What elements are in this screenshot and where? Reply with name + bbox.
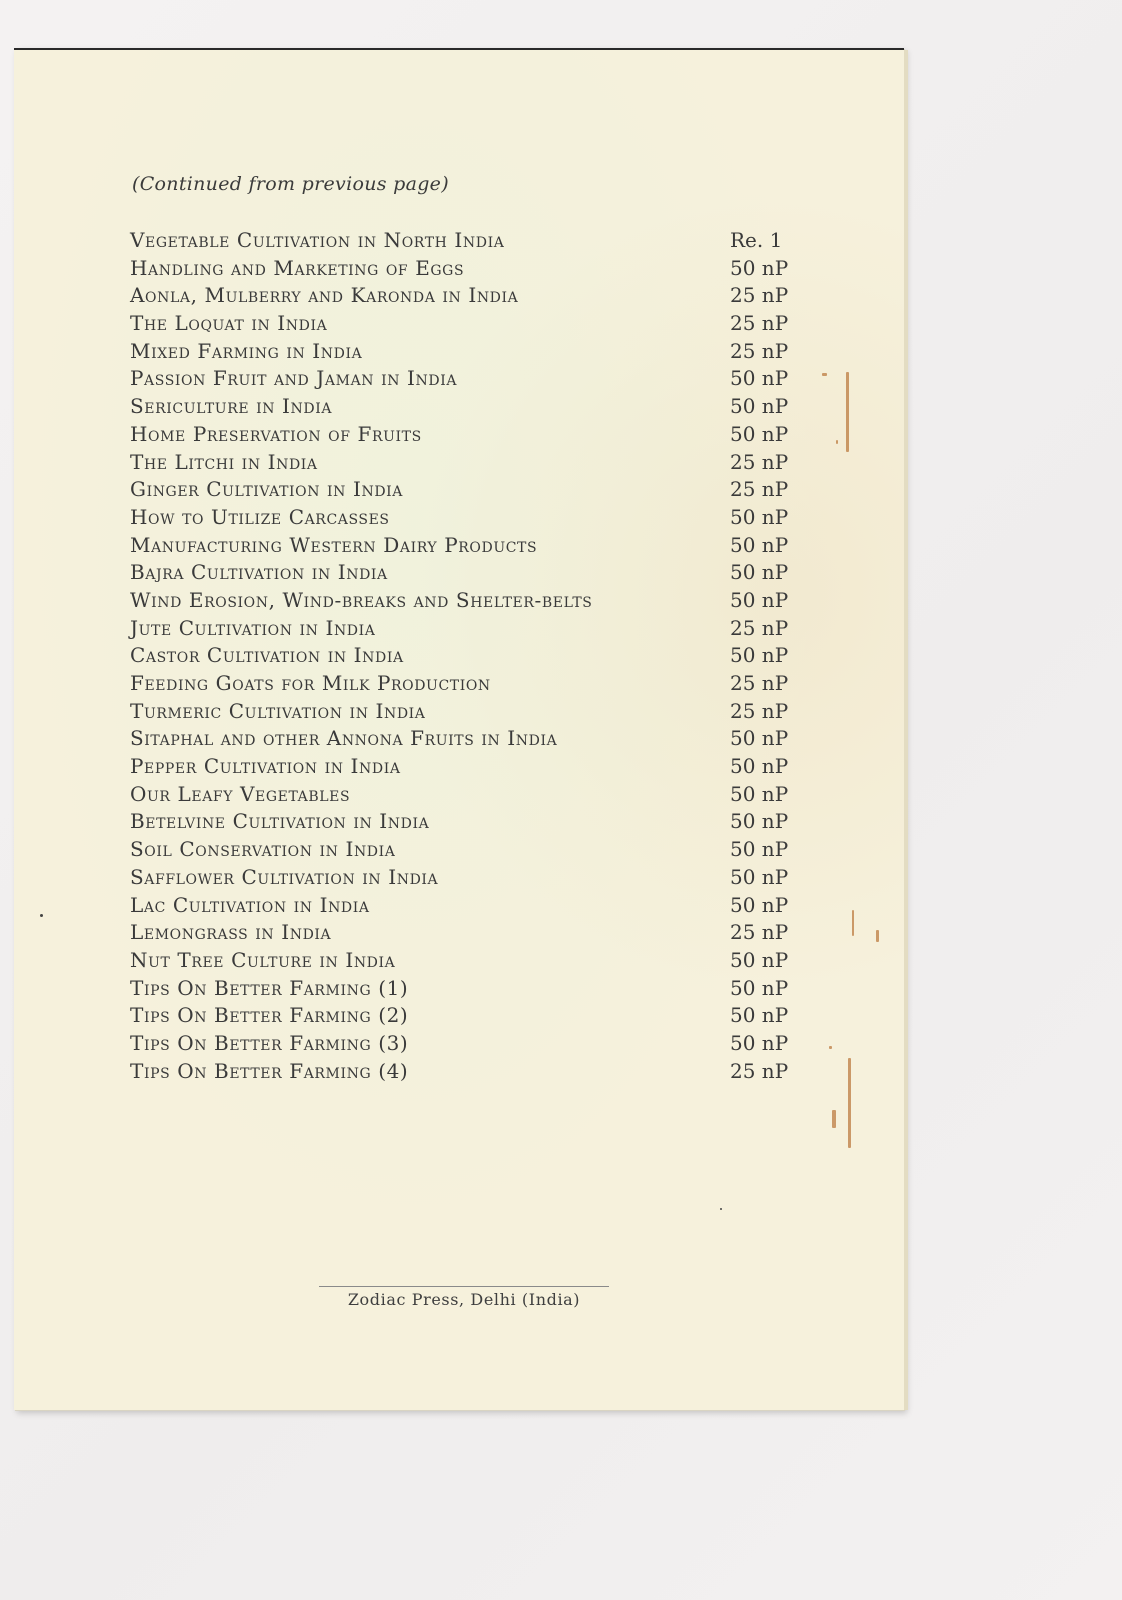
book-row [130,504,810,532]
rust-stain [846,372,849,452]
book-row [130,919,810,947]
book-price: 25 nP [730,615,789,640]
book-row [130,698,810,726]
book-row [130,365,810,393]
book-row [130,725,810,753]
book-price: 25 nP [730,477,789,502]
book-row [130,975,810,1003]
book-title: Vegetable Cultivation in North India [130,228,505,252]
book-price: 25 nP [730,1058,789,1083]
book-back-page [14,48,904,1410]
book-price: 50 nP [730,504,789,529]
book-row [130,559,810,587]
book-row [130,227,810,255]
book-title: Tips On Better Farming (2) [130,1003,409,1028]
book-row [130,781,810,809]
book-title: Ginger Cultivation in India [130,477,403,502]
book-title: Passion Fruit and Jaman in India [130,366,458,391]
book-row [130,393,810,421]
book-title: Castor Cultivation in India [130,643,404,668]
book-row [130,587,810,615]
book-title: Mixed Farming in India [130,338,363,363]
book-price: 25 nP [730,920,789,945]
book-title: Safflower Cultivation in India [130,864,439,889]
book-row [130,421,810,449]
book-price: 50 nP [730,643,789,668]
book-row [130,808,810,836]
book-row [130,449,810,477]
book-price: 50 nP [730,754,789,779]
book-title: The Loquat in India [130,311,328,336]
book-list [130,227,810,1085]
book-price: 50 nP [730,864,789,889]
book-row [130,836,810,864]
book-row [130,1030,810,1058]
book-price: 50 nP [730,532,789,557]
book-price: 50 nP [730,255,789,280]
book-row [130,670,810,698]
book-price: 50 nP [730,892,789,917]
book-row [130,1002,810,1030]
book-title: Jute Cultivation in India [130,615,376,640]
book-title: Turmeric Cultivation in India [130,698,426,723]
rust-stain [832,1110,836,1128]
book-row [130,476,810,504]
book-price: 25 nP [730,311,789,336]
book-title: How to Utilize Carcasses [130,504,390,529]
ink-speck [40,914,43,917]
book-row [130,338,810,366]
book-price: 25 nP [730,338,789,363]
book-title: Tips On Better Farming (3) [130,1030,409,1055]
book-price: 50 nP [730,975,789,1000]
book-price: 50 nP [730,560,789,585]
book-row [130,947,810,975]
book-row [130,255,810,283]
book-price: 50 nP [730,587,789,612]
book-title: Handling and Marketing of Eggs [130,255,465,280]
book-title: Lac Cultivation in India [130,892,370,917]
book-price: 50 nP [730,809,789,834]
book-row [130,532,810,560]
book-row [130,892,810,920]
book-price: 50 nP [730,726,789,751]
book-price: 50 nP [730,1030,789,1055]
book-title: Betelvine Cultivation in India [130,809,430,834]
rust-stain [822,373,827,376]
book-price: 25 nP [730,671,789,695]
rust-stain [852,910,854,936]
book-title: Tips On Better Farming (1) [130,975,409,1000]
book-title: Soil Conservation in India [130,837,396,862]
book-row [130,864,810,892]
book-row [130,615,810,643]
rust-stain [836,440,838,444]
book-title: Sitaphal and other Annona Fruits in India [130,726,558,751]
continued-note: (Continued from previous page) [132,173,449,195]
book-row [130,282,810,310]
book-row [130,753,810,781]
rust-stain [848,1058,851,1148]
book-title: Home Preservation of Fruits [130,421,422,446]
book-title: Our Leafy Vegetables [130,781,351,806]
book-title: Tips On Better Farming (4) [130,1058,409,1083]
book-price: 50 nP [730,781,789,806]
book-title: Nut Tree Culture in India [130,947,396,972]
book-title: Bajra Cultivation in India [130,560,388,585]
book-price: 50 nP [730,421,789,446]
printer-rule [319,1286,609,1287]
book-title: Aonla, Mulberry and Karonda in India [130,283,519,308]
book-price: 50 nP [730,366,789,391]
book-title: Pepper Cultivation in India [130,754,401,779]
printer-imprint: Zodiac Press, Delhi (India) [347,1290,581,1309]
book-title: The Litchi in India [130,449,318,474]
book-title: Sericulture in India [130,394,333,419]
book-row [130,310,810,338]
book-row [130,1058,810,1086]
rust-stain [829,1046,832,1049]
book-price: 50 nP [730,1003,789,1028]
book-price: 50 nP [730,947,789,972]
ink-speck [720,1208,722,1210]
book-title: Feeding Goats for Milk Production [130,671,491,695]
rust-stain [876,930,879,942]
book-title: Wind Erosion, Wind-breaks and Shelter-belts [130,587,593,612]
book-price: 50 nP [730,394,789,419]
book-price: 25 nP [730,449,789,474]
book-price: Re. 1 [730,228,783,252]
book-title: Lemongrass in India [130,920,332,945]
book-price: 25 nP [730,698,789,723]
book-price: 25 nP [730,283,789,308]
book-price: 50 nP [730,837,789,862]
book-row [130,642,810,670]
book-title: Manufacturing Western Dairy Products [130,532,538,557]
